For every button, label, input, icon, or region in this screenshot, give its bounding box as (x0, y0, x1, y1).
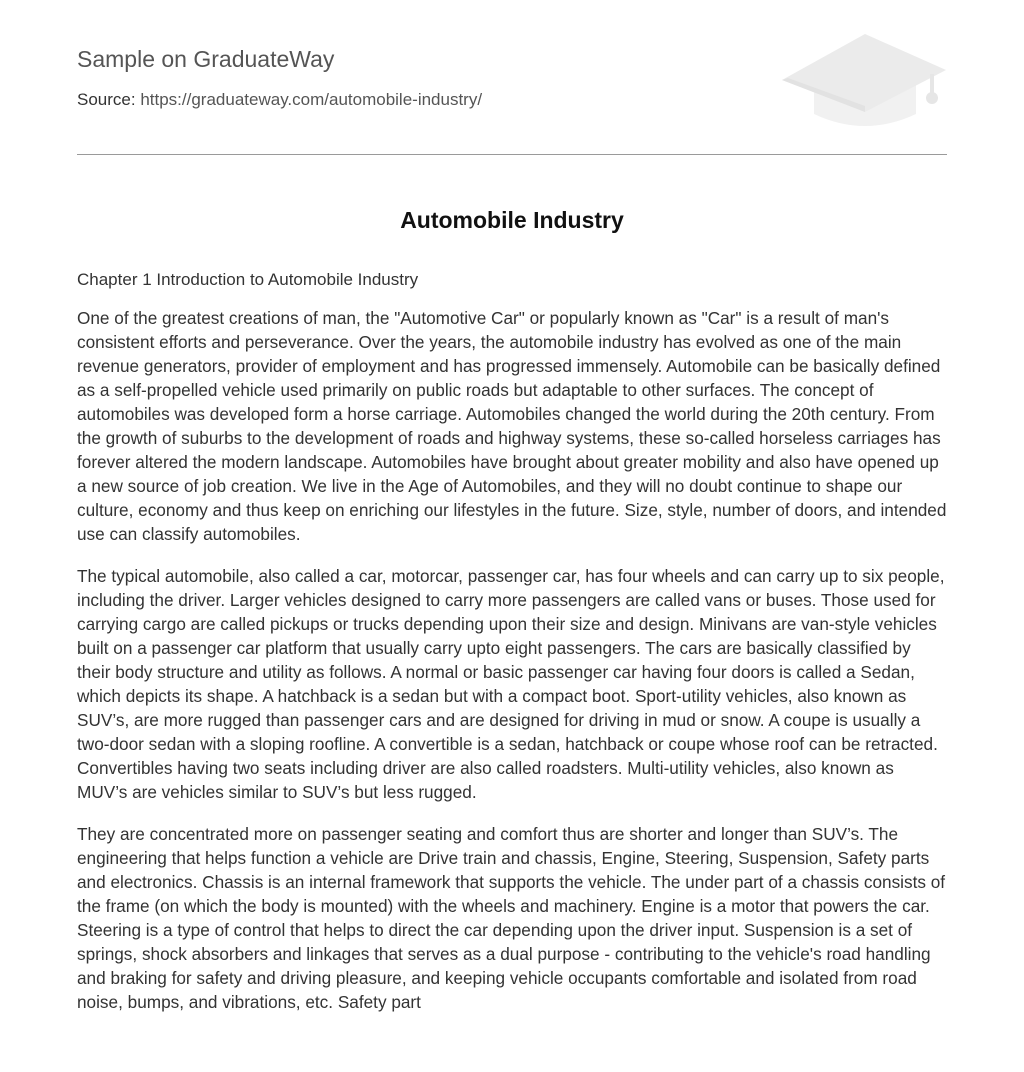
chapter-heading: Chapter 1 Introduction to Automobile Industry (77, 270, 419, 289)
paragraph: The typical automobile, also called a car, motorcar, passenger car, has four wheels and can carry up to six people, including the driver. Larger vehicles designed to carry more passengers are called vans or buses. Those used for carrying cargo are called pickups or trucks depending upon their size and design. Minivans are van-style vehicles built on a passenger car platform that usually carry upto eight passengers. The cars are basically classified by their body structure and utility as follows. A normal or basic passenger car having four doors is called a Sedan, which depicts its shape. A hatchback is a sedan but with a compact boot. Sport-utility vehicles, also known as SUV’s, are more rugged than passenger cars and are designed for driving in mud or snow. A coupe is usually a two-door sedan with a sloping roofline. A convertible is a sedan, hatchback or coupe whose roof can be retracted. Convertibles having two seats including driver are also called roadsters. Multi-utility vehicles, also known as MUV’s are vehicles similar to SUV’s but less rugged. (77, 566, 945, 802)
document-body (77, 306, 947, 1032)
header-divider (77, 154, 947, 155)
site-title: Sample on GraduateWay (77, 46, 335, 72)
source-label: Source: (77, 90, 136, 109)
paragraph: They are concentrated more on passenger seating and comfort thus are shorter and longer than SUV’s. The engineering that helps function a vehicle are Drive train and chassis, Engine, Steering, Suspension, Safety parts and electronics. Chassis is an internal framework that supports the vehicle. The under part of a chassis consists of the frame (on which the body is mounted) with the wheels and machinery. Engine is a motor that powers the car. Steering is a type of control that helps to direct the car depending upon the driver input. Suspension is a set of springs, shock absorbers and linkages that serves as a dual purpose - contributing to the vehicle's road handling and braking for safety and driving pleasure, and keeping vehicle occupants comfortable and isolated from road noise, bumps, and vibrations, etc. Safety part (77, 824, 946, 1012)
document-title: Automobile Industry (400, 207, 624, 233)
source-line (77, 89, 482, 111)
graduation-cap-icon (780, 30, 950, 134)
paragraph: One of the greatest creations of man, the "Automotive Car" or popularly known as "Car" is a result of man's consistent efforts and perseverance. Over the years, the automobile industry has evolved as one of the main revenue generators, provider of employment and has progressed immensely. Automobile can be basically defined as a self-propelled vehicle used primarily on public roads but adaptable to other surfaces. The concept of automobiles was developed form a horse carriage. Automobiles changed the world during the 20th century. From the growth of suburbs to the development of roads and highway systems, these so-called horseless carriages has forever altered the modern landscape. Automobiles have brought about greater mobility and also have opened up a new source of job creation. We live in the Age of Automobiles, and they will no doubt continue to shape our culture, economy and thus keep on enriching our lifestyles in the future. Size, style, number of doors, and intended use can classify automobiles. (77, 308, 947, 544)
source-link[interactable]: https://graduateway.com/automobile-industry/ (140, 90, 483, 109)
